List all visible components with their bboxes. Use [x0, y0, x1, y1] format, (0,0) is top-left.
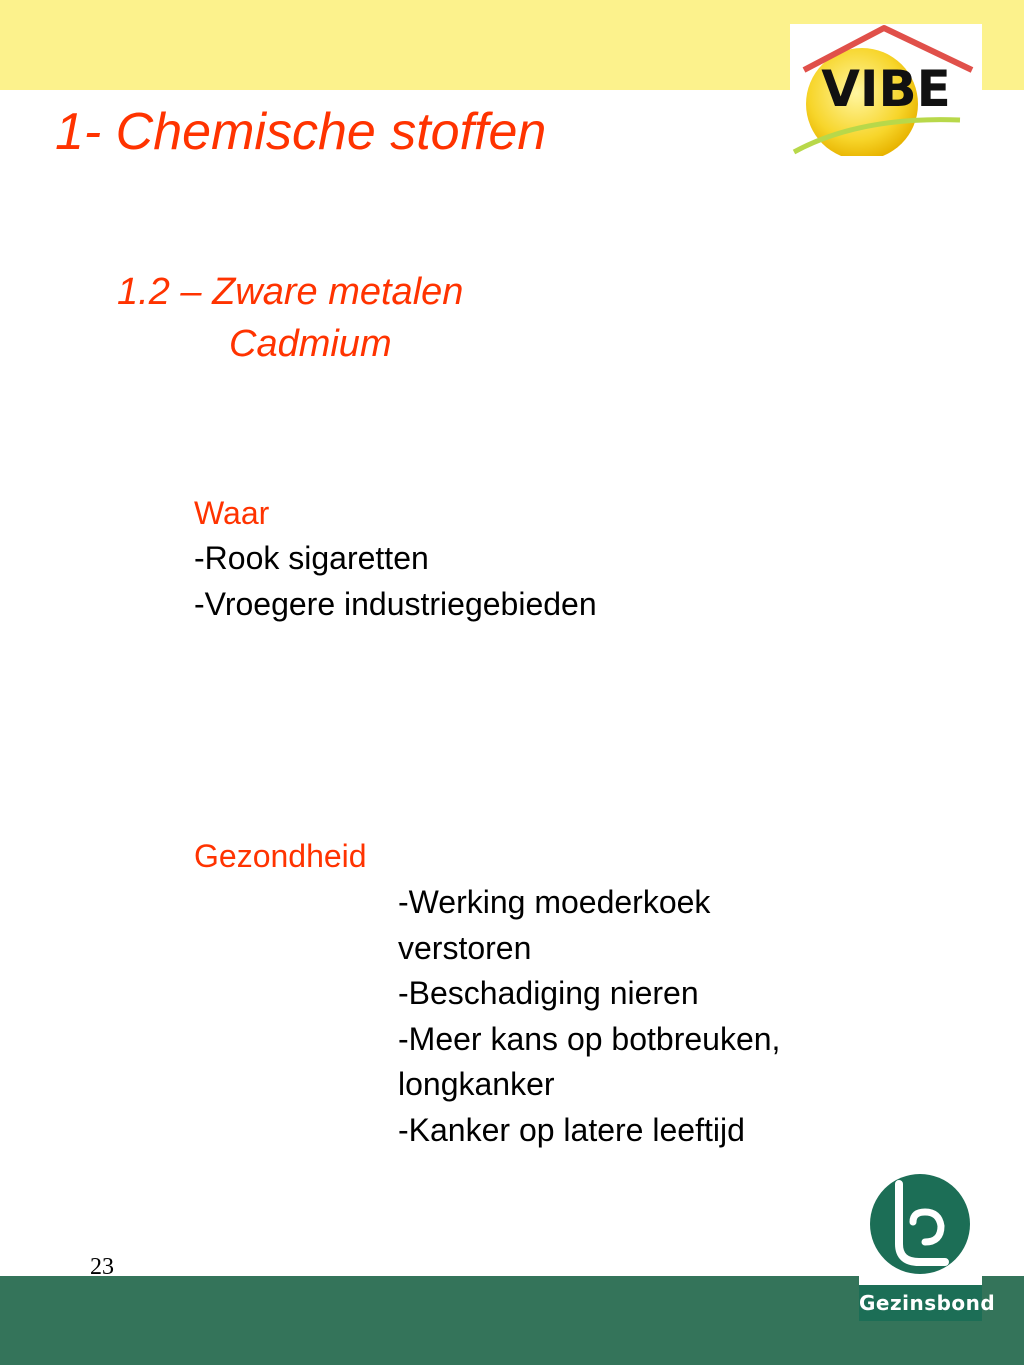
gezinsbond-logo: [859, 1166, 996, 1321]
list-item: -Rook sigaretten: [194, 540, 429, 576]
subtitle-line-2: Cadmium: [229, 323, 392, 365]
list-item: -Meer kans op botbreuken,: [398, 1020, 781, 1057]
list-item: -Werking moederkoek: [398, 884, 711, 920]
vibe-logo: [790, 24, 982, 156]
where-list: [194, 536, 597, 627]
health-list: [398, 880, 780, 1153]
gezinsbond-logo-text: Gezinsbond: [859, 1285, 982, 1321]
section-subtitle: [117, 266, 463, 370]
vibe-logo-text: VIBE: [821, 60, 951, 118]
list-item: verstoren: [398, 929, 532, 966]
where-label: Waar: [194, 495, 270, 531]
health-label: Gezondheid: [194, 838, 367, 874]
list-item: -Vroegere industriegebieden: [194, 585, 597, 622]
list-item: longkanker: [398, 1066, 555, 1102]
page-title: 1- Chemische stoffen: [55, 103, 547, 161]
page-number: 23: [90, 1254, 114, 1280]
list-item: -Beschadiging nieren: [398, 975, 699, 1011]
subtitle-line-1: 1.2 – Zware metalen: [117, 271, 464, 313]
list-item: -Kanker op latere leeftijd: [398, 1111, 745, 1148]
